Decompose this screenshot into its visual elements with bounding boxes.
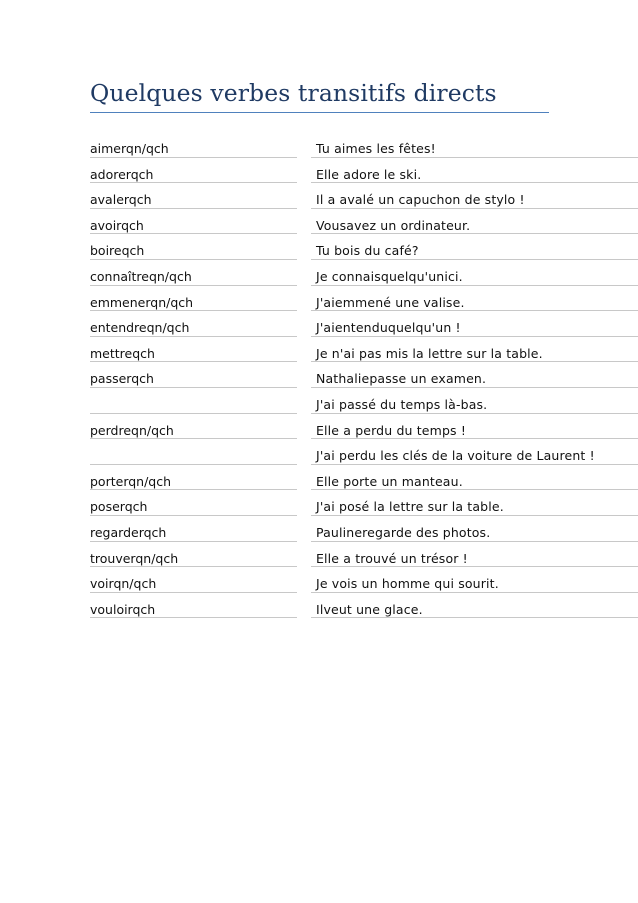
verb-cell: mettreqch [90,345,155,361]
example-cell: J'aiemmené une valise. [316,294,465,310]
table-row [90,132,638,158]
table-row [90,593,638,619]
verb-cell: perdreqn/qch [90,422,174,438]
verb-cell: passerqch [90,371,154,387]
example-cell: Vousavez un ordinateur. [316,217,471,233]
table-row [90,234,638,260]
example-cell: Tu aimes les fêtes! [316,141,436,156]
example-cell: Il a avalé un capuchon de stylo ! [316,192,525,208]
verb-table [90,132,638,618]
verb-cell: regarderqch [90,524,167,540]
verb-cell: connaîtreqn/qch [90,268,192,284]
table-row [90,362,638,388]
table-row [90,183,638,209]
table-row [90,414,638,440]
verb-cell: emmenerqn/qch [90,294,194,310]
example-cell: Je n'ai pas mis la lettre sur la table. [316,345,543,361]
table-row [90,516,638,542]
example-cell: Ilveut une glace. [316,601,423,617]
row-divider-left [90,617,297,618]
table-row [90,465,638,491]
table-row [90,311,638,337]
example-cell: Nathaliepasse un examen. [316,371,487,387]
verb-cell: trouverqn/qch [90,550,179,566]
example-cell: Je connaisquelqu'unici. [316,268,463,284]
example-cell: Elle a perdu du temps ! [316,422,466,438]
example-cell: Elle a trouvé un trésor ! [316,550,468,566]
verb-cell: avalerqch [90,192,152,208]
title-underline [90,112,549,113]
example-cell: Tu bois du café? [316,243,419,259]
table-row [90,567,638,593]
table-row [90,209,638,235]
verb-cell: poserqch [90,499,148,515]
example-cell: Elle porte un manteau. [316,473,463,489]
verb-cell: entendreqn/qch [90,320,190,336]
table-row [90,490,638,516]
example-cell: J'ai posé la lettre sur la table. [316,499,504,515]
example-cell: Paulineregarde des photos. [316,524,491,540]
example-cell: J'aientenduquelqu'un ! [316,320,461,336]
verb-cell: aimerqn/qch [90,141,169,156]
table-row [90,388,638,414]
row-divider-right [311,617,638,618]
table-row [90,337,638,363]
example-cell: Je vois un homme qui sourit. [316,576,499,592]
verb-cell: adorerqch [90,166,154,182]
table-row [90,158,638,184]
table-row [90,542,638,568]
verb-cell: avoirqch [90,217,144,233]
page-title: Quelques verbes transitifs directs [90,79,497,107]
table-row [90,260,638,286]
table-row [90,439,638,465]
example-cell: J'ai passé du temps là-bas. [316,396,488,412]
verb-cell: boireqch [90,243,145,259]
example-cell: Elle adore le ski. [316,166,422,182]
verb-cell: porterqn/qch [90,473,172,489]
example-cell: J'ai perdu les clés de la voiture de Laurent ! [316,448,595,464]
verb-cell: vouloirqch [90,601,156,617]
verb-cell: voirqn/qch [90,576,157,592]
table-row [90,286,638,312]
